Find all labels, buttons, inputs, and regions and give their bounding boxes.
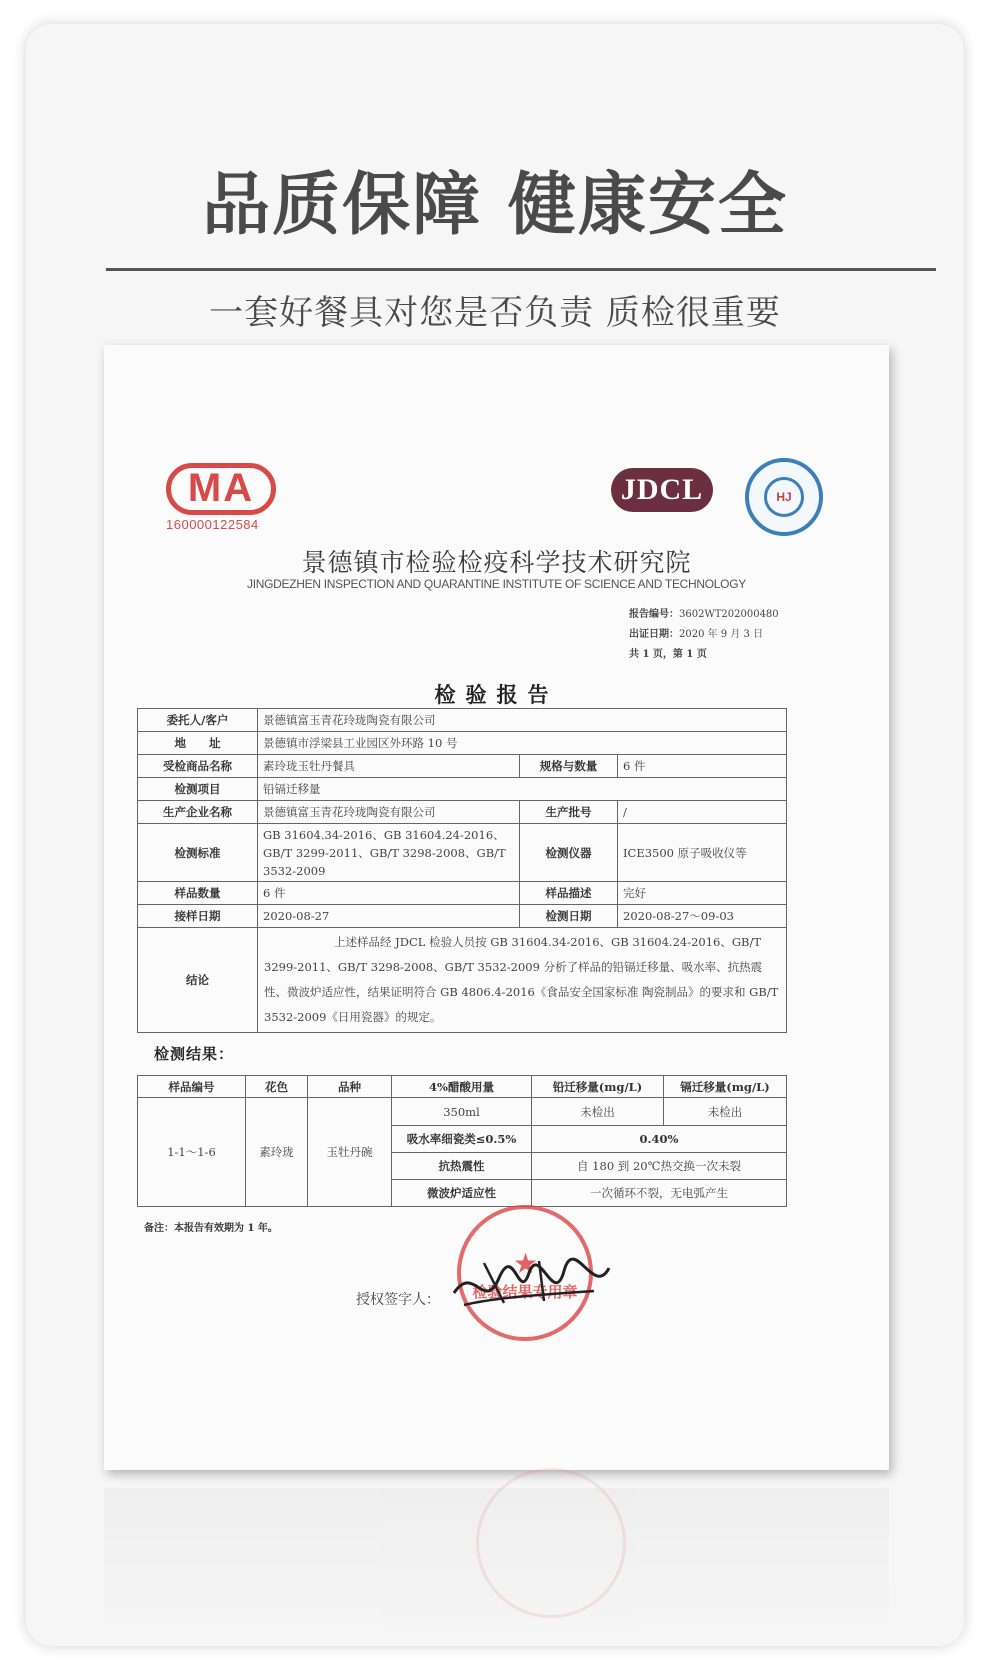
- qty-value: 6 件: [258, 882, 520, 905]
- batch-label: 生产批号: [520, 801, 618, 824]
- report-no-label: 报告编号：: [629, 609, 679, 620]
- test-date-label: 检测日期: [520, 905, 618, 928]
- thermal-label: 抗热震性: [392, 1153, 532, 1180]
- results-title: 检测结果：: [154, 1045, 235, 1063]
- reflection-seal-icon: [476, 1468, 626, 1618]
- qty-label: 样品数量: [138, 882, 258, 905]
- results-header: 镉迁移量(mg/L): [664, 1076, 787, 1098]
- item-value: 铅镉迁移量: [258, 778, 787, 801]
- seal-text: 检验结果专用章: [472, 1283, 578, 1301]
- info-table: [137, 708, 787, 1033]
- results-header: 4%醋酸用量: [392, 1076, 532, 1098]
- spec-value: 6 件: [618, 755, 787, 778]
- divider: [106, 268, 936, 271]
- client-label: 委托人/客户: [138, 709, 258, 732]
- results-table: [137, 1075, 787, 1207]
- desc-label: 样品描述: [520, 882, 618, 905]
- client-value: 景德镇富玉青花玲珑陶瓷有限公司: [258, 709, 787, 732]
- product-card: [26, 24, 964, 1646]
- product-value: 素玲珑玉牡丹餐具: [258, 755, 520, 778]
- batch-value: /: [618, 801, 787, 824]
- conclusion-value: 上述样品经 JDCL 检验人员按 GB 31604.34-2016、GB 31604.24-2016、GB/T 3299-2011、GB/T 3298-2008、GB/T 3532-2009 分析了样品的铅镉迁移量、吸水率、抗热震性、微波炉适应性，结果证明符合 GB 4806.4-2016《食品安全国家标准 陶瓷制品》的要求和 GB/T 3532-2009《日用瓷器》的规定。: [258, 928, 787, 1033]
- variety: 玉牡丹碗: [308, 1098, 392, 1207]
- microwave-value: 一次循环不裂，无电弧产生: [532, 1180, 787, 1207]
- thermal-value: 自 180 到 20℃热交换一次未裂: [532, 1153, 787, 1180]
- report-meta: [629, 605, 779, 665]
- inspection-certificate: [104, 345, 889, 1470]
- certificate-reflection: [104, 1488, 889, 1638]
- address-value: 景德镇市浮梁县工业园区外环路 10 号: [258, 732, 787, 755]
- microwave-label: 微波炉适应性: [392, 1180, 532, 1207]
- pattern: 素玲珑: [246, 1098, 308, 1207]
- desc-value: 完好: [618, 882, 787, 905]
- absorb-value: 0.40%: [532, 1126, 787, 1153]
- headline: 品质保障 健康安全: [202, 166, 788, 245]
- sample-date-label: 接样日期: [138, 905, 258, 928]
- product-label: 受检商品名称: [138, 755, 258, 778]
- cma-logo: [166, 463, 276, 532]
- hj-logo: [745, 458, 823, 536]
- test-date-value: 2020-08-27～09-03: [618, 905, 787, 928]
- seal-star-icon: ★: [513, 1247, 539, 1280]
- address-label: 地 址: [138, 732, 258, 755]
- jdcl-logo: JDCL: [611, 468, 713, 512]
- sample-no: 1-1～1-6: [138, 1098, 246, 1207]
- instrument-value: ICE3500 原子吸收仪等: [618, 824, 787, 882]
- report-no: 3602WT202000480: [679, 609, 779, 620]
- org-name-cn: 景德镇市检验检疫科学技术研究院: [301, 548, 692, 577]
- acid-volume: 350ml: [392, 1098, 532, 1126]
- absorb-label: 吸水率细瓷类≤0.5%: [392, 1126, 532, 1153]
- lead-result: 未检出: [532, 1098, 664, 1126]
- org-name-en: JINGDEZHEN INSPECTION AND QUARANTINE INSTITUTE OF SCIENCE AND TECHNOLOGY: [247, 577, 746, 591]
- report-title: 检验报告: [434, 682, 559, 707]
- results-header: 样品编号: [138, 1076, 246, 1098]
- item-label: 检测项目: [138, 778, 258, 801]
- issue-date: 2020 年 9 月 3 日: [679, 629, 764, 640]
- conclusion-label: 结论: [138, 928, 258, 1033]
- instrument-label: 检测仪器: [520, 824, 618, 882]
- page-count: 共 1 页，第 1 页: [629, 649, 707, 660]
- cma-mark: MA: [166, 463, 276, 515]
- subheadline: 一套好餐具对您是否负责 质检很重要: [209, 293, 781, 333]
- signature: [444, 1243, 614, 1323]
- validity-note: 备注：本报告有效期为 1 年。: [144, 1223, 278, 1234]
- maker-label: 生产企业名称: [138, 801, 258, 824]
- results-header: 铅迁移量(mg/L): [532, 1076, 664, 1098]
- standard-label: 检测标准: [138, 824, 258, 882]
- cadmium-result: 未检出: [664, 1098, 787, 1126]
- maker-value: 景德镇富玉青花玲珑陶瓷有限公司: [258, 801, 520, 824]
- standard-value: GB 31604.34-2016、GB 31604.24-2016、GB/T 3299-2011、GB/T 3298-2008、GB/T 3532-2009: [258, 824, 520, 882]
- results-header: 花色: [246, 1076, 308, 1098]
- spec-label: 规格与数量: [520, 755, 618, 778]
- date-label: 出证日期：: [629, 629, 679, 640]
- sample-date-value: 2020-08-27: [258, 905, 520, 928]
- cma-number: 160000122584: [166, 517, 259, 532]
- signer-label: 授权签字人：: [356, 1292, 440, 1308]
- results-header: 品种: [308, 1076, 392, 1098]
- hj-mark: HJ: [764, 477, 804, 517]
